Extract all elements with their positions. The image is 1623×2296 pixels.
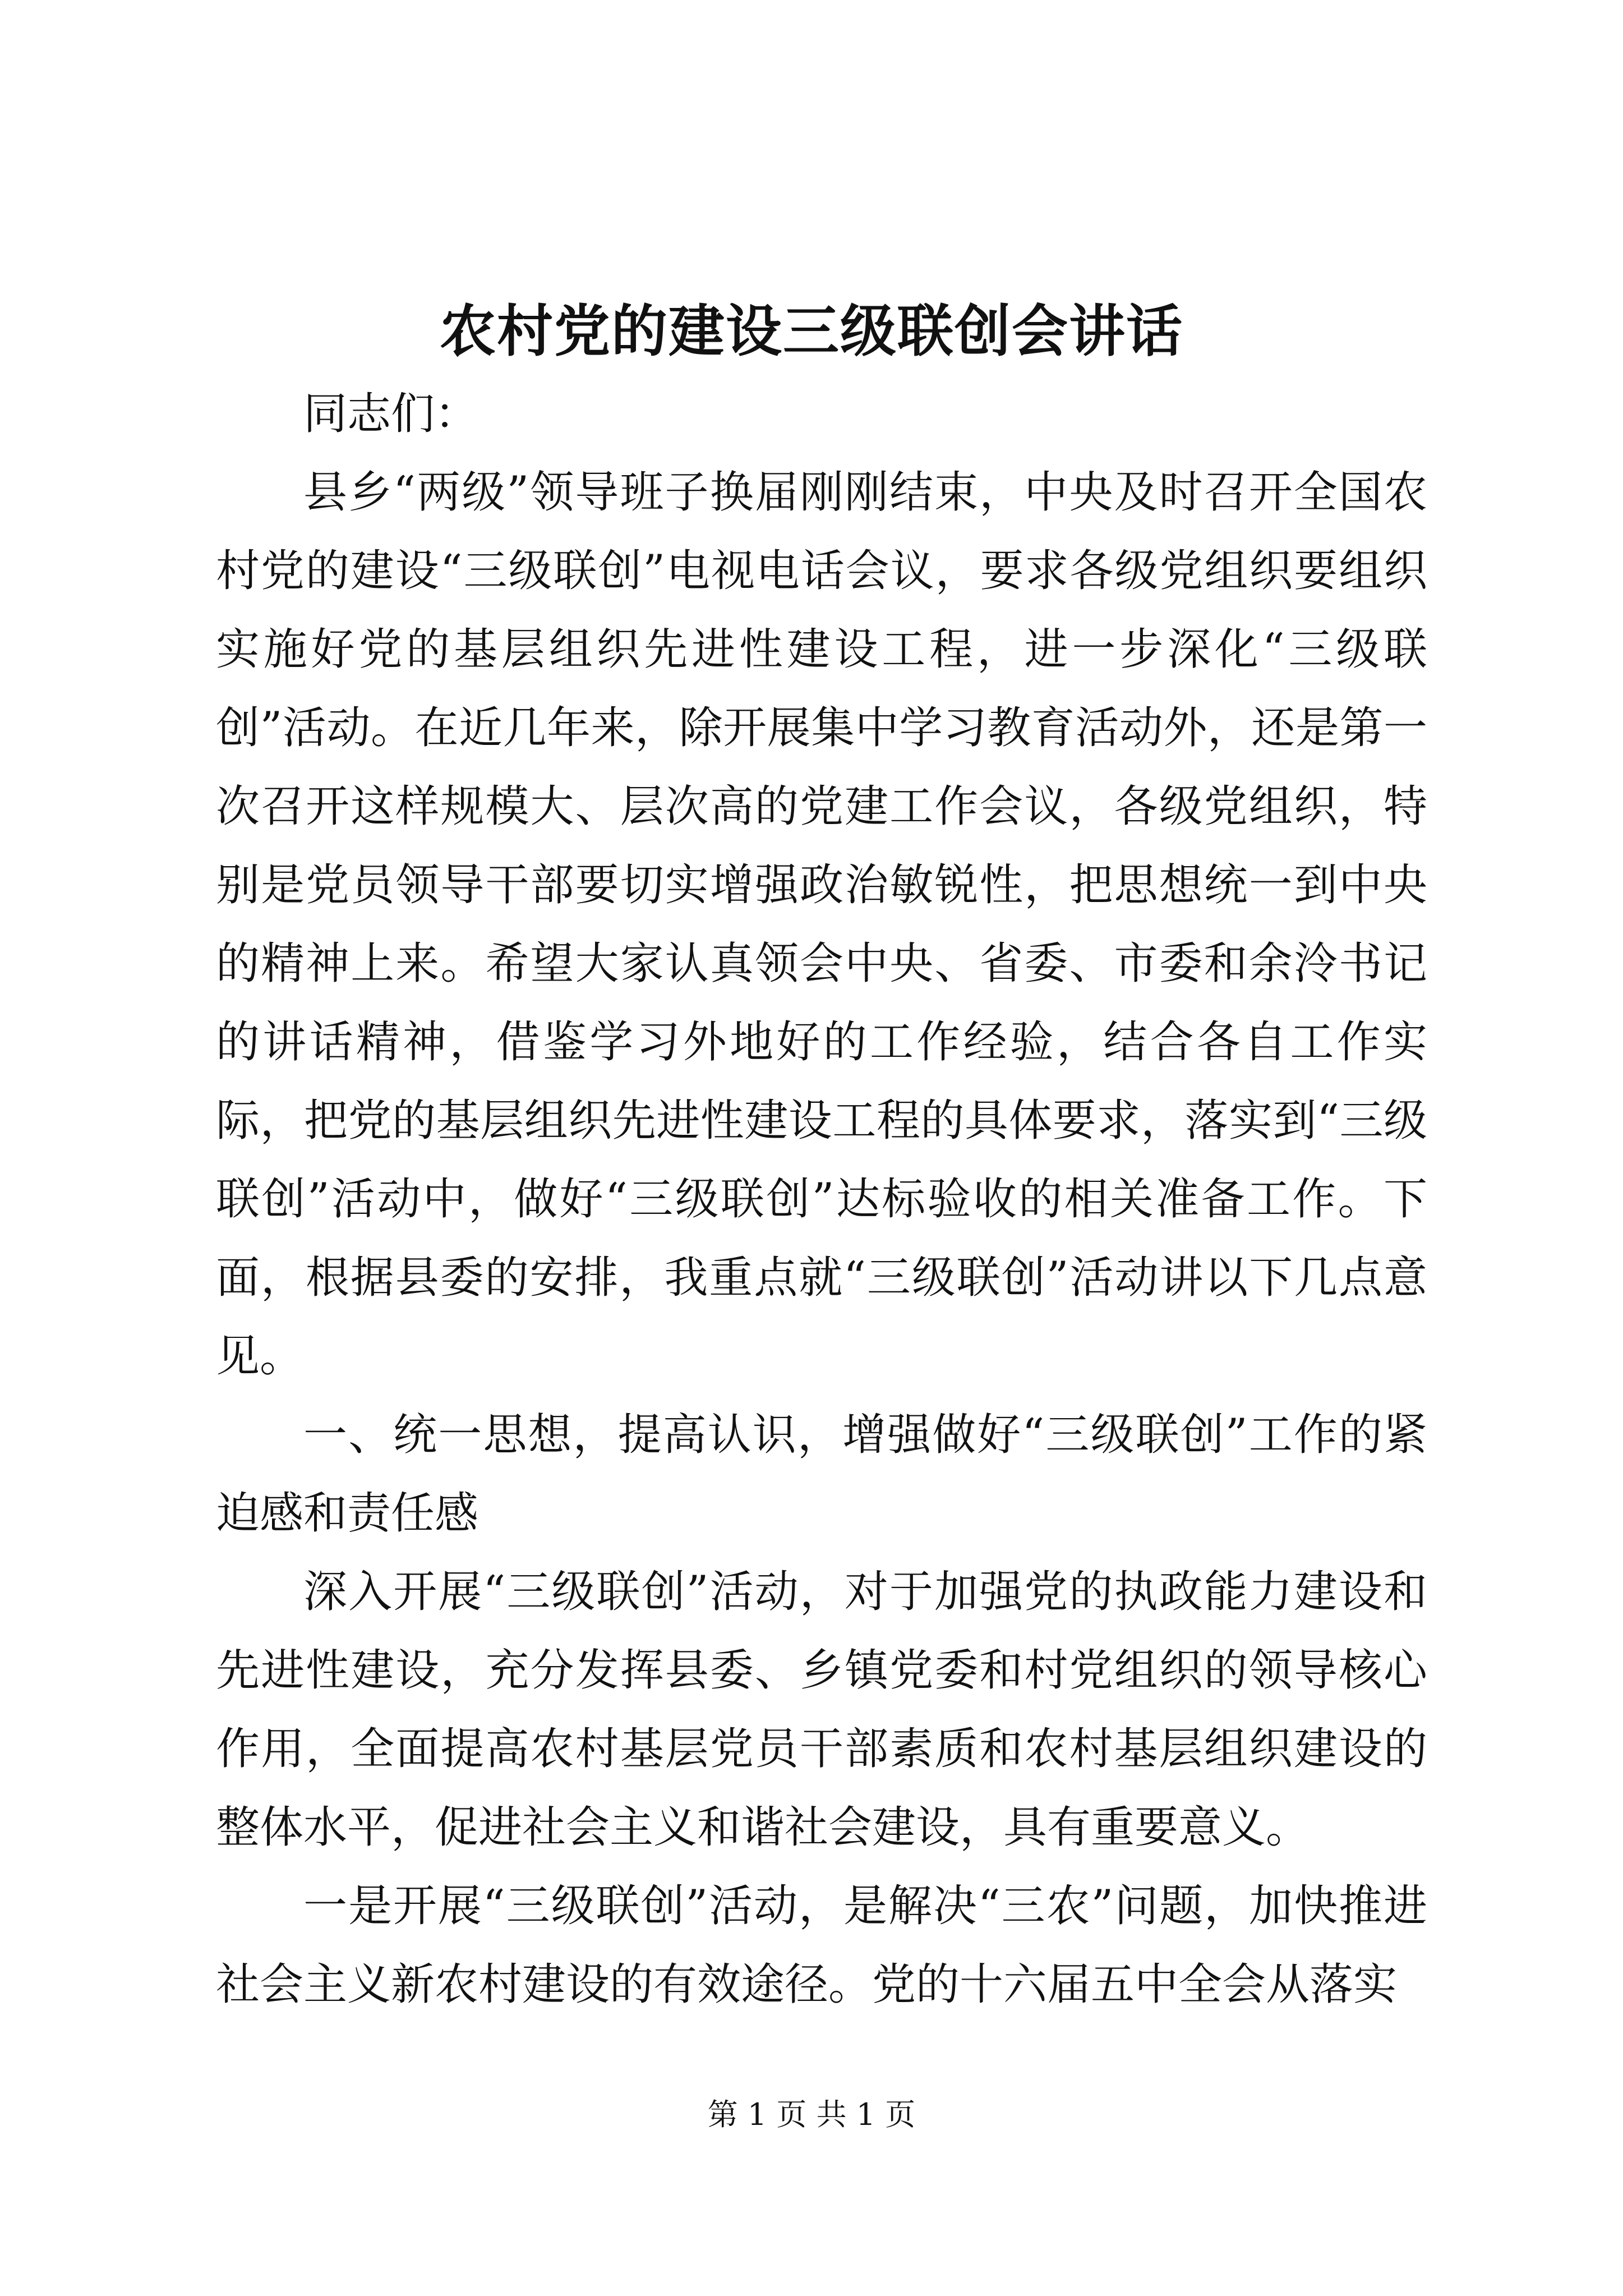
document-title: 农村党的建设三级联创会讲话 <box>440 298 1183 364</box>
paragraph-significance: 深入开展“三级联创”活动，对于加强党的执政能力建设和先进性建设，充分发挥县委、乡镇党委和村党组织的领导核心作用，全面提高农村基层党员干部素质和农村基层组织建设的整体水平，促进社会主义和谐社会建设，具有重要意义。 <box>216 1567 1427 1853</box>
page-footer: 第 1 页 共 1 页 <box>707 2097 916 2132</box>
salutation: 同志们： <box>303 389 479 439</box>
document-body <box>216 375 1427 2024</box>
section-heading-1: 一、统一思想，提高认识，增强做好“三级联创”工作的紧迫感和责任感 <box>216 1410 1427 1539</box>
paragraph-point-1: 一是开展“三级联创”活动，是解决“三农”问题，加快推进社会主义新农村建设的有效途径。党的十六届五中全会从落实 <box>216 1881 1427 2010</box>
paragraph-intro: 县乡“两级”领导班子换届刚刚结束，中央及时召开全国农村党的建设“三级联创”电视电话会议，要求各级党组织要组织实施好党的基层组织先进性建设工程，进一步深化“三级联创”活动。在近几年来，除开展集中学习教育活动外，还是第一次召开这样规模大、层次高的党建工作会议，各级党组织，特别是党员领导干部要切实增强政治敏锐性，把思想统一到中央的精神上来。希望大家认真领会中央、省委、市委和余泠书记的讲话精神，借鉴学习外地好的工作经验，结合各自工作实际，把党的基层组织先进性建设工程的具体要求，落实到“三级联创”活动中，做好“三级联创”达标验收的相关准备工作。下面，根据县委的安排，我重点就“三级联创”活动讲以下几点意见。 <box>216 467 1427 1382</box>
